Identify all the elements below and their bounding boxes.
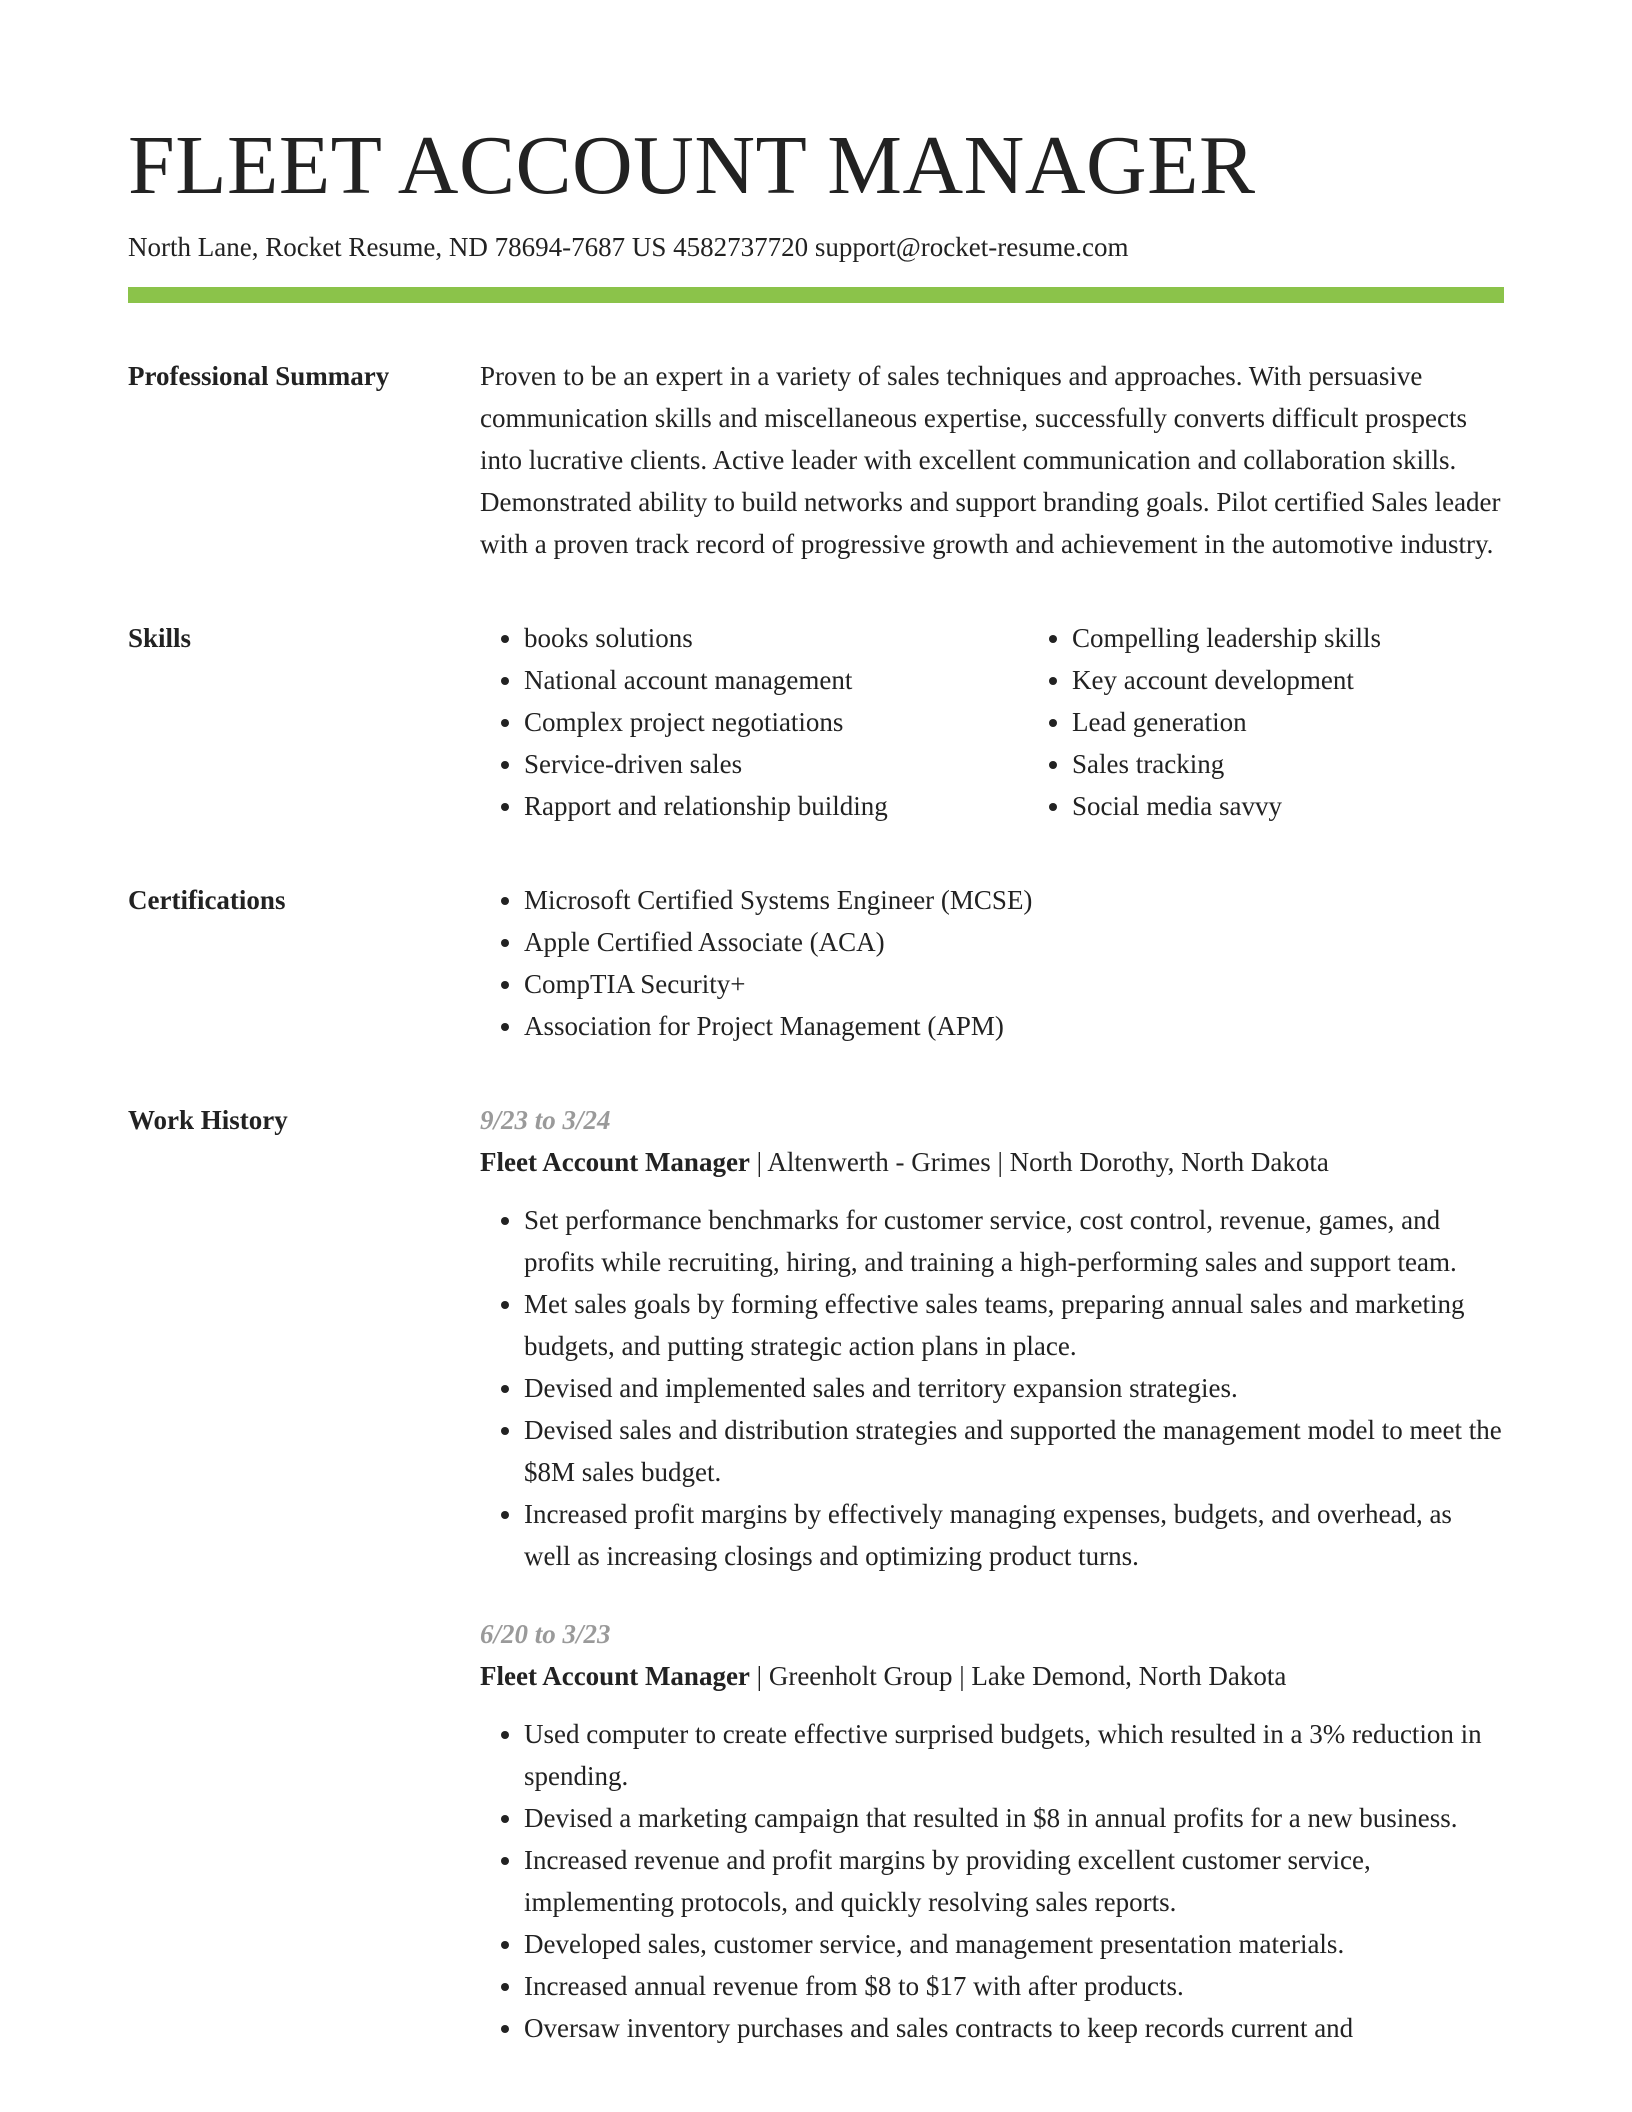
certification-item: • Association for Project Management (APM)	[524, 1005, 1504, 1047]
job-header	[480, 1655, 1504, 1697]
job-dates: 6/20 to 3/23	[480, 1619, 611, 1650]
skills-heading: Skills	[128, 623, 192, 654]
job-dates: 9/23 to 3/24	[480, 1105, 611, 1136]
certifications-heading: Certifications	[128, 885, 286, 916]
job-bullet: • Devised sales and distribution strategies and supported the management model to meet the $8M sales budget.	[524, 1409, 1504, 1493]
skill-item: • Lead generation	[1072, 701, 1504, 743]
certification-item: • CompTIA Security+	[524, 963, 1504, 1005]
summary-heading: Professional Summary	[128, 361, 390, 392]
skill-item: • Complex project negotiations	[524, 701, 1028, 743]
summary-section	[128, 355, 1504, 565]
work-history-section	[128, 1099, 1504, 2085]
job-title: Fleet Account Manager	[480, 1661, 750, 1692]
summary-text: Proven to be an expert in a variety of sales techniques and approaches. With persuasive communication skills and miscellaneous expertise, successfully converts difficult prospects into lucrative clients. Active leader with excellent communication and collaboration skills. Demonstrated ability to build networks and support branding goals. Pilot certified Sales leader with a proven track record of progressive growth and achievement in the automotive industry.	[480, 361, 1501, 560]
skill-item: • Compelling leadership skills	[1072, 617, 1504, 659]
job-bullets	[480, 1713, 1504, 2049]
job-bullet: • Devised a marketing campaign that resulted in $8 in annual profits for a new business.	[524, 1797, 1504, 1839]
job-header	[480, 1141, 1504, 1183]
skills-section	[128, 617, 1504, 827]
certifications-list	[480, 879, 1504, 1047]
skill-item: • Key account development	[1072, 659, 1504, 701]
job-bullets	[480, 1199, 1504, 1577]
job-bullet: • Used computer to create effective surprised budgets, which resulted in a 3% reduction in spending.	[524, 1713, 1504, 1797]
job-bullet: • Increased profit margins by effectively managing expenses, budgets, and overhead, as well as increasing closings and optimizing product turns.	[524, 1493, 1504, 1577]
job-bullet: • Increased revenue and profit margins by providing excellent customer service, implementing protocols, and quickly resolving sales reports.	[524, 1839, 1504, 1923]
contact-email: support@rocket-resume.com	[814, 232, 1129, 263]
job-title: Fleet Account Manager	[480, 1147, 750, 1178]
job-bullet: • Developed sales, customer service, and management presentation materials.	[524, 1923, 1504, 1965]
skills-list-left	[480, 617, 1028, 827]
job-bullet: • Met sales goals by forming effective sales teams, preparing annual sales and marketing budgets, and putting strategic action plans in place.	[524, 1283, 1504, 1367]
certification-item: • Microsoft Certified Systems Engineer (MCSE)	[524, 879, 1504, 921]
job-entry	[480, 1099, 1504, 1577]
skill-item: • Rapport and relationship building	[524, 785, 1028, 827]
work-history-heading: Work History	[128, 1105, 288, 1136]
skill-item: • Sales tracking	[1072, 743, 1504, 785]
contact-address: North Lane, Rocket Resume, ND 78694-7687 US	[128, 232, 667, 263]
skill-item: • Social media savvy	[1072, 785, 1504, 827]
skill-item: • Service-driven sales	[524, 743, 1028, 785]
job-bullet: • Devised and implemented sales and territory expansion strategies.	[524, 1367, 1504, 1409]
skill-item: • books solutions	[524, 617, 1028, 659]
job-details: | Altenwerth - Grimes | North Dorothy, North Dakota	[749, 1147, 1329, 1178]
job-bullet: • Set performance benchmarks for customer service, cost control, revenue, games, and profits while recruiting, hiring, and training a high-performing sales and support team.	[524, 1199, 1504, 1283]
job-entry	[480, 1613, 1504, 2049]
certifications-section	[128, 879, 1504, 1047]
header-divider	[128, 287, 1504, 303]
skill-item: • National account management	[524, 659, 1028, 701]
candidate-name: FLEET ACCOUNT MANAGER	[128, 119, 1256, 212]
contact-line	[128, 230, 1504, 265]
contact-phone: 4582737720	[673, 232, 809, 263]
job-bullet: • Oversaw inventory purchases and sales contracts to keep records current and	[524, 2007, 1504, 2049]
job-details: | Greenholt Group | Lake Demond, North Dakota	[749, 1661, 1287, 1692]
skills-list-right	[1028, 617, 1504, 827]
certification-item: • Apple Certified Associate (ACA)	[524, 921, 1504, 963]
job-bullet: • Increased annual revenue from $8 to $17 with after products.	[524, 1965, 1504, 2007]
